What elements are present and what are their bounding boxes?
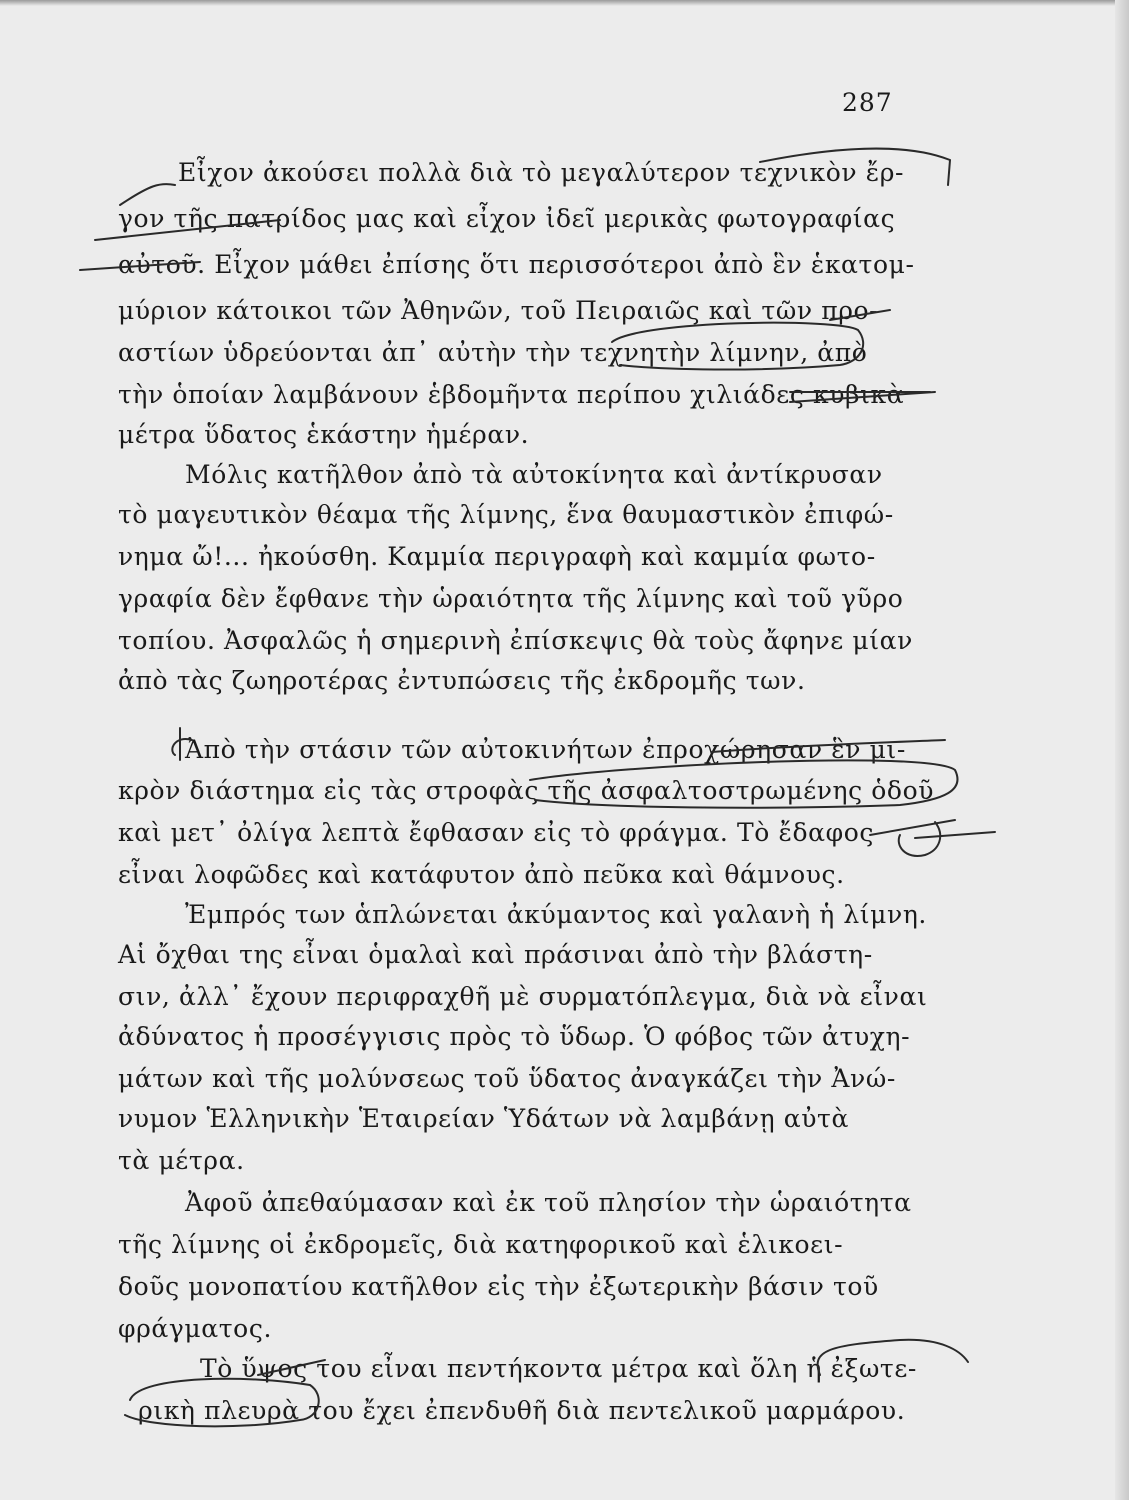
text-line: αστίων ὑδρεύονται ἀπ᾽ αὐτὴν τὴν τεχνητὴν λίμνην, ἀπὸ <box>118 338 868 367</box>
text-line: τὰ μέτρα. <box>118 1146 245 1175</box>
text-line: Μόλις κατῆλθον ἀπὸ τὰ αὐτοκίνητα καὶ ἀντίκρυσαν <box>185 460 883 489</box>
text-line: νυμον Ἑλληνικὴν Ἑταιρείαν Ὑδάτων νὰ λαμβάνῃ αὐτὰ <box>118 1104 849 1133</box>
text-line: τὴν ὁποίαν λαμβάνουν ἑβδομῆντα περίπου χιλιάδες κυβικὰ <box>118 380 905 409</box>
text-line: τῆς λίμνης οἱ ἐκδρομεῖς, διὰ κατηφορικοῦ καὶ ἑλικοει- <box>118 1230 844 1259</box>
text-line: γραφία δὲν ἔφθανε τὴν ὡραιότητα τῆς λίμνης καὶ τοῦ γῦρο <box>118 584 904 613</box>
text-line: ἀπὸ τὰς ζωηροτέρας ἐντυπώσεις τῆς ἐκδρομῆς των. <box>118 666 806 695</box>
text-line: μάτων καὶ τῆς μολύνσεως τοῦ ὕδατος ἀναγκάζει τὴν Ἀνώ- <box>118 1064 896 1093</box>
text-line: μύριον κάτοικοι τῶν Ἀθηνῶν, τοῦ Πειραιῶς καὶ τῶν προ- <box>118 296 879 325</box>
text-line: κρὸν διάστημα εἰς τὰς στροφὰς τῆς ἀσφαλτοστρωμένης ὁδοῦ <box>118 776 935 805</box>
text-line: γον τῆς πατρίδος μας καὶ εἶχον ἰδεῖ μερικὰς φωτογραφίας <box>118 204 896 233</box>
pen-arrow-mark <box>899 822 995 856</box>
page-top-shadow <box>0 0 1129 6</box>
text-line: σιν, ἀλλ᾽ ἔχουν περιφραχθῆ μὲ συρματόπλεγμα, διὰ νὰ εἶναι <box>118 982 928 1011</box>
text-line: δοῦς μονοπατίου κατῆλθον εἰς τὴν ἐξωτερικὴν βάσιν τοῦ <box>118 1272 879 1301</box>
pen-underline-mark <box>120 184 175 205</box>
text-line: τοπίου. Ἀσφαλῶς ἡ σημερινὴ ἐπίσκεψις θὰ τοὺς ἄφηνε μίαν <box>118 626 913 655</box>
text-line: Εἶχον ἀκούσει πολλὰ διὰ τὸ μεγαλύτερον τεχνικὸν ἔρ- <box>178 158 905 187</box>
page-number: 287 <box>842 88 893 117</box>
page-right-edge <box>1115 0 1129 1500</box>
text-line: καὶ μετ᾽ ὀλίγα λεπτὰ ἔφθασαν εἰς τὸ φράγμα. Τὸ ἔδαφος <box>118 818 874 847</box>
text-line: Ἐμπρός των ἁπλώνεται ἀκύμαντος καὶ γαλανὴ ἡ λίμνη. <box>185 900 927 929</box>
text-line: νημα ὤ!... ἠκούσθη. Καμμία περιγραφὴ καὶ καμμία φωτο- <box>118 542 876 571</box>
text-line: ἀδύνατος ἡ προσέγγισις πρὸς τὸ ὕδωρ. Ὁ φόβος τῶν ἀτυχη- <box>118 1022 911 1051</box>
pen-underline-mark <box>870 820 955 835</box>
text-line: τὸ μαγευτικὸν θέαμα τῆς λίμνης, ἕνα θαυμαστικὸν ἐπιφώ- <box>118 500 894 529</box>
text-line: φράγματος. <box>118 1314 272 1343</box>
text-line: αὐτοῦ. Εἶχον μάθει ἐπίσης ὅτι περισσότεροι ἀπὸ ἓν ἑκατομ- <box>118 250 915 279</box>
text-line: Αἱ ὄχθαι της εἶναι ὁμαλαὶ καὶ πράσιναι ἀπὸ τὴν βλάστη- <box>118 940 873 969</box>
text-line: Τὸ ὕψος του εἶναι πεντήκοντα μέτρα καὶ ὅλη ἡ ἐξωτε- <box>200 1354 917 1383</box>
text-line: ρικὴ πλευρὰ του ἔχει ἐπενδυθῆ διὰ πεντελικοῦ μαρμάρου. <box>138 1396 906 1425</box>
text-line: εἶναι λοφῶδες καὶ κατάφυτον ἀπὸ πεῦκα καὶ θάμνους. <box>118 860 845 889</box>
text-line: Ἀφοῦ ἀπεθαύμασαν καὶ ἐκ τοῦ πλησίον τὴν ὡραιότητα <box>185 1188 912 1217</box>
text-line: Ἀπὸ τὴν στάσιν τῶν αὐτοκινήτων ἐπροχώρησαν ἓν μι- <box>185 735 906 764</box>
text-line: μέτρα ὕδατος ἑκάστην ἡμέραν. <box>118 420 530 449</box>
